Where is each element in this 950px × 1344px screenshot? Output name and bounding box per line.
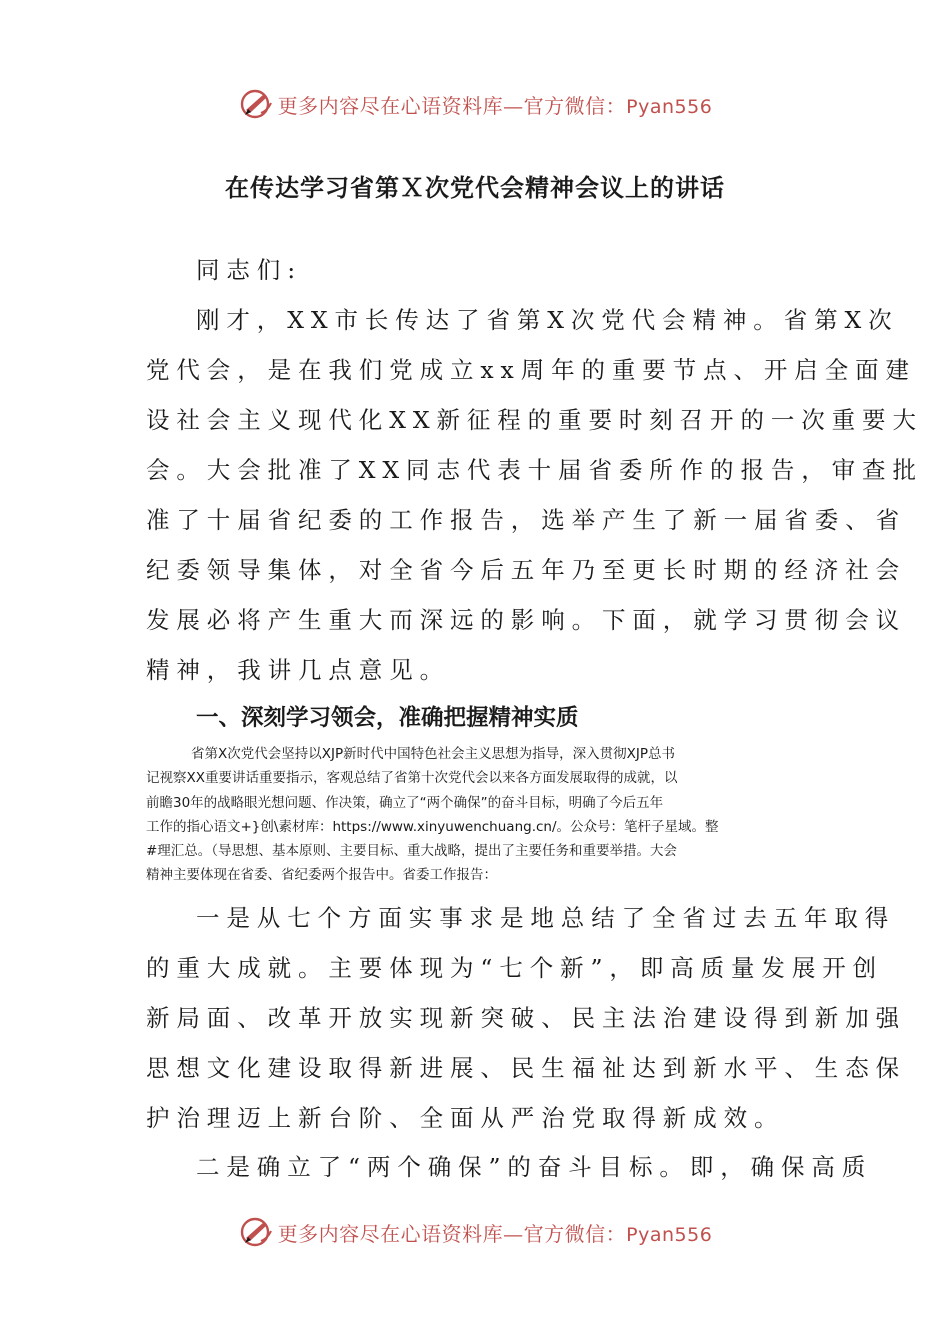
paragraph-1: [146, 295, 923, 695]
small-paragraph: [146, 742, 806, 888]
small-paragraph-line: 工作的指心语文+}创\素材库：https://www.xinyuwenchuang.cn/。公众号：笔杆子星域。整: [146, 818, 719, 835]
document-title: 在传达学习省第Ｘ次党代会精神会议上的讲话: [225, 173, 725, 202]
paragraph-2-line: 护治理迈上新台阶、全面从严治党取得新成效。: [146, 1104, 785, 1132]
paragraph-1-line: 纪委领导集体，对全省今后五年乃至更长时期的经济社会: [146, 556, 906, 584]
header-banner-wechat-id: Pyan556: [626, 95, 713, 118]
small-paragraph-line: 省第X次党代会坚持以XJP新时代中国特色社会主义思想为指导，深入贯彻XJP总书: [191, 746, 675, 762]
paragraph-1-line: 发展必将产生重大而深远的影响。下面，就学习贯彻会议: [146, 606, 906, 634]
header-banner: [0, 84, 950, 124]
paragraph-1-line: 准了十届省纪委的工作报告，选举产生了新一届省委、省: [146, 506, 906, 534]
footer-banner-wechat-id: Pyan556: [626, 1223, 713, 1246]
paragraph-2-line: 的重大成就。主要体现为“七个新”，即高质量发展开创: [146, 954, 884, 982]
paragraph-3: 二是确立了“两个确保”的奋斗目标。即，确保高质: [196, 1153, 873, 1181]
footer-banner: [0, 1212, 950, 1252]
paragraph-2: [146, 893, 906, 1143]
small-paragraph-line: #理汇总。（导思想、基本原则、主要目标、重大战略，提出了主要任务和重要举措。大会: [146, 843, 678, 860]
pen-logo-icon: [238, 1214, 274, 1250]
header-banner-slogan: 更多内容尽在心语资料库—: [277, 93, 524, 118]
paragraph-2-line: 思想文化建设取得新进展、民生福祉达到新水平、生态保: [146, 1054, 906, 1082]
paragraph-1-line: 刚才，XX市长传达了省第X次党代会精神。省第X次: [196, 306, 899, 334]
paragraph-1-line: 党代会，是在我们党成立xx周年的重要节点、开启全面建: [146, 356, 916, 384]
paragraph-1-line: 精神，我讲几点意见。: [146, 656, 450, 684]
footer-banner-text: [278, 1218, 713, 1247]
salutation: 同志们:: [196, 256, 303, 284]
pen-logo-icon: [238, 86, 274, 122]
small-paragraph-line: 精神主要体现在省委、省纪委两个报告中。省委工作报告：: [146, 867, 497, 884]
paragraph-1-line: 会。大会批准了XX同志代表十届省委所作的报告，审查批: [146, 456, 923, 484]
small-paragraph-line: 前瞻30年的战略眼光想问题、作决策，确立了“两个确保”的奋斗目标，明确了今后五年: [146, 794, 664, 811]
header-banner-wechat-label: 官方微信：: [523, 93, 627, 118]
small-paragraph-line: 记视察XX重要讲话重要指示，客观总结了省第十次党代会以来各方面发展取得的成就，以: [146, 770, 678, 787]
header-banner-text: [278, 90, 713, 119]
paragraph-2-line: 一是从七个方面实事求是地总结了全省过去五年取得: [196, 904, 896, 932]
paragraph-1-line: 设社会主义现代化XX新征程的重要时刻召开的一次重要大: [146, 406, 923, 434]
footer-banner-slogan: 更多内容尽在心语资料库—: [277, 1221, 524, 1246]
footer-banner-wechat-label: 官方微信：: [523, 1221, 627, 1246]
paragraph-2-line: 新局面、改革开放实现新突破、民主法治建设得到新加强: [146, 1004, 906, 1032]
section-heading-1: 一、深刻学习领会，准确把握精神实质: [196, 705, 579, 731]
